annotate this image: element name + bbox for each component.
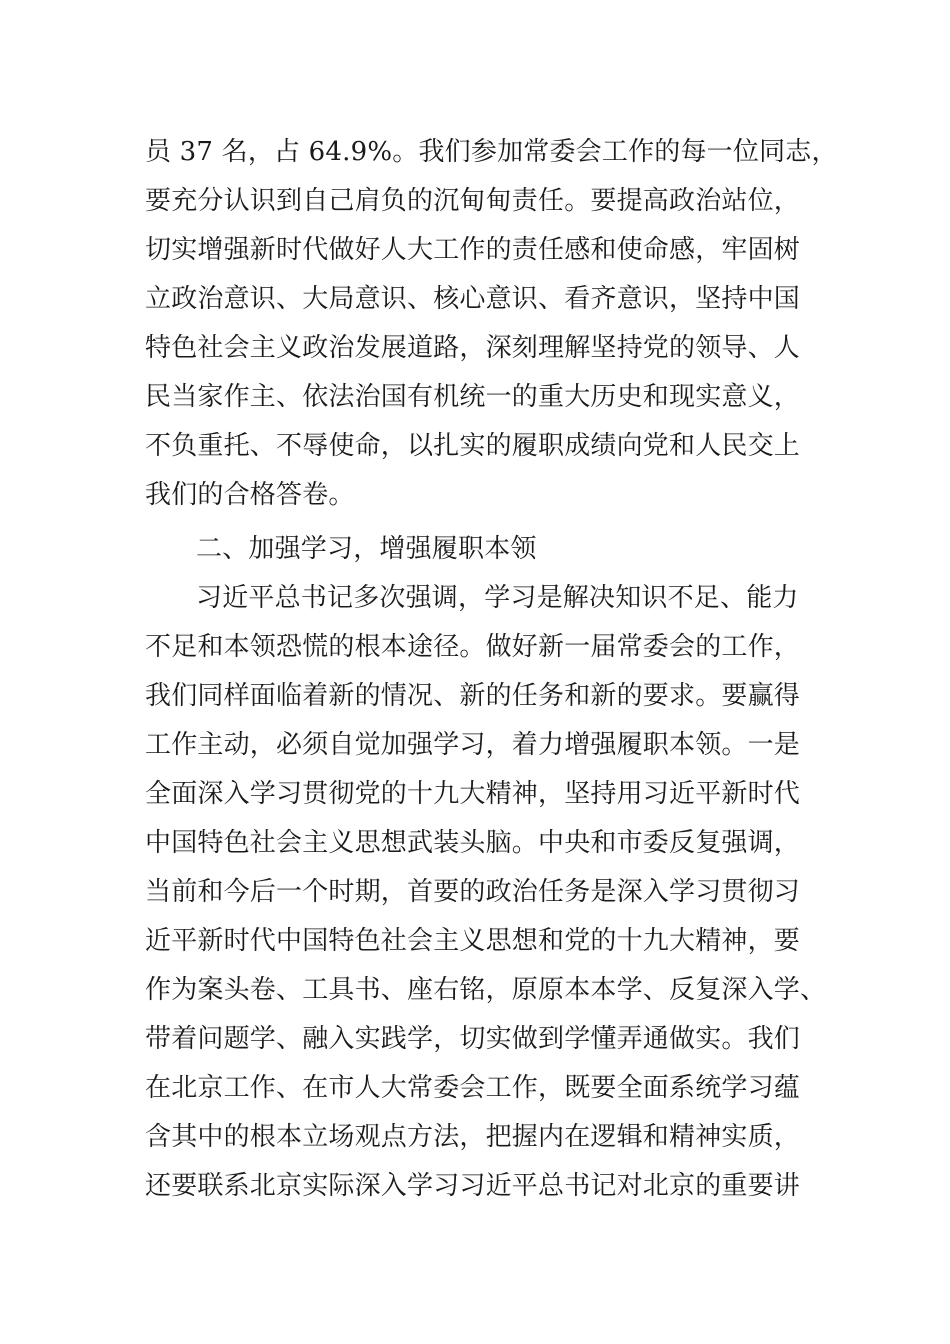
text-line: 作为案头卷、工具书、座右铭，原原本本学、反复深入学、	[145, 975, 827, 1005]
text-line: 立政治意识、大局意识、核心意识、看齐意识，坚持中国	[145, 284, 801, 314]
text-line: 全面深入学习贯彻党的十九大精神，坚持用习近平新时代	[145, 779, 801, 809]
text-line: 民当家作主、依法治国有机统一的重大历史和现实意义，	[145, 382, 801, 412]
text-line: 要充分认识到自己肩负的沉甸甸责任。要提高政治站位，	[145, 186, 801, 216]
text-line: 我们的合格答卷。	[145, 480, 355, 510]
text-line: 在北京工作、在市人大常委会工作，既要全面系统学习蕴	[145, 1073, 801, 1103]
paragraph-first-line: 习近平总书记多次强调，学习是解决知识不足、能力	[196, 583, 799, 613]
text-line: 不足和本领恐慌的根本途径。做好新一届常委会的工作，	[145, 632, 801, 662]
text-line: 中国特色社会主义思想武装头脑。中央和市委反复强调，	[145, 828, 801, 858]
text-line: 我们同样面临着新的情况、新的任务和新的要求。要赢得	[145, 681, 801, 711]
text-line: 含其中的根本立场观点方法，把握内在逻辑和精神实质，	[145, 1122, 801, 1152]
text-line: 还要联系北京实际深入学习习近平总书记对北京的重要讲	[145, 1171, 801, 1201]
text-line: 切实增强新时代做好人大工作的责任感和使命感，牢固树	[145, 235, 801, 265]
text-line: 带着问题学、融入实践学，切实做到学懂弄通做实。我们	[145, 1024, 801, 1054]
text-line: 近平新时代中国特色社会主义思想和党的十九大精神，要	[145, 926, 801, 956]
section-heading: 二、加强学习，增强履职本领	[196, 534, 537, 564]
text-line: 不负重托、不辱使命，以扎实的履职成绩向党和人民交上	[145, 431, 801, 461]
text-line: 工作主动，必须自觉加强学习，着力增强履职本领。一是	[145, 730, 801, 760]
text-line: 当前和今后一个时期，首要的政治任务是深入学习贯彻习	[145, 877, 801, 907]
text-line: 特色社会主义政治发展道路，深刻理解坚持党的领导、人	[145, 333, 801, 363]
text-line: 员 37 名，占 64.9%。我们参加常委会工作的每一位同志，	[145, 137, 838, 167]
